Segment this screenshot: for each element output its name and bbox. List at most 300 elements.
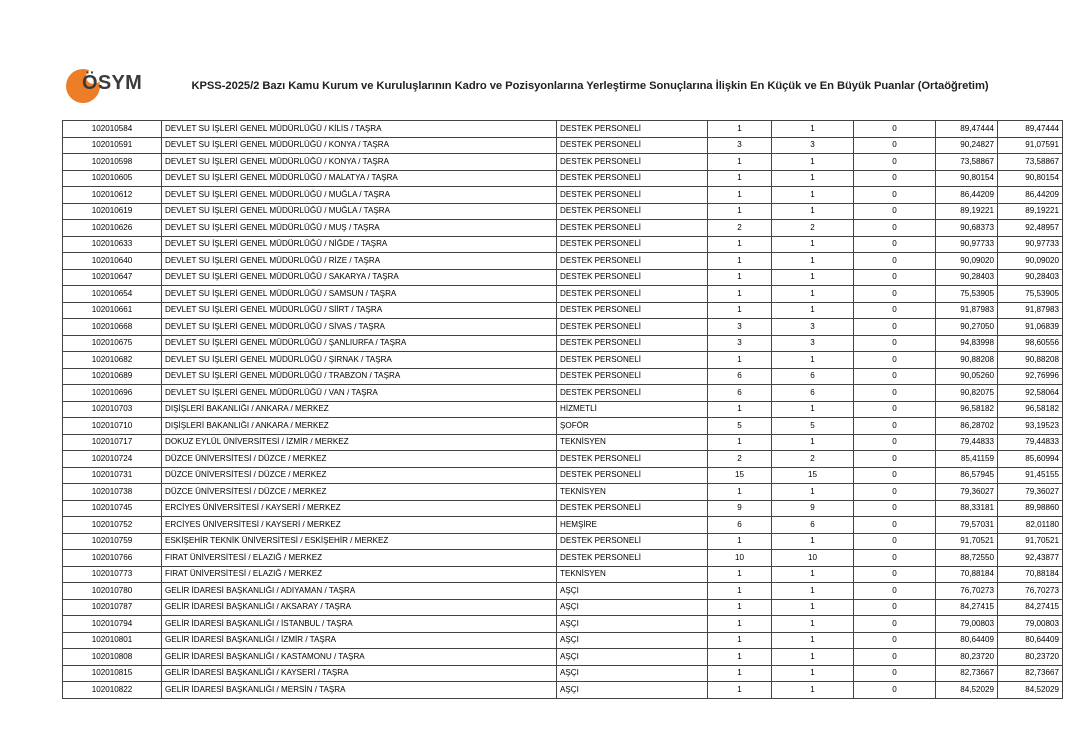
cell-kontenjan: 1: [708, 203, 772, 220]
cell-kontenjan: 6: [708, 385, 772, 402]
cell-kod: 102010682: [63, 352, 162, 369]
cell-kontenjan: 1: [708, 352, 772, 369]
cell-kurum: DEVLET SU İŞLERİ GENEL MÜDÜRLÜĞÜ / MUĞLA / TAŞRA: [162, 203, 557, 220]
cell-yerlesen: 15: [772, 467, 854, 484]
cell-kod: 102010724: [63, 451, 162, 468]
cell-kontenjan: 5: [708, 418, 772, 435]
cell-yerlesen: 1: [772, 484, 854, 501]
cell-kod: 102010668: [63, 319, 162, 336]
cell-bos: 0: [854, 137, 936, 154]
cell-kod: 102010619: [63, 203, 162, 220]
cell-bos: 0: [854, 220, 936, 237]
cell-en-kucuk-puan: 90,27050: [936, 319, 998, 336]
cell-kod: 102010759: [63, 533, 162, 550]
cell-kontenjan: 1: [708, 302, 772, 319]
cell-unvan: AŞÇI: [557, 665, 708, 682]
cell-kod: 102010787: [63, 599, 162, 616]
cell-en-buyuk-puan: 80,23720: [998, 649, 1063, 666]
cell-kontenjan: 1: [708, 434, 772, 451]
cell-en-buyuk-puan: 91,07591: [998, 137, 1063, 154]
cell-unvan: AŞÇI: [557, 682, 708, 699]
cell-en-kucuk-puan: 90,05260: [936, 368, 998, 385]
cell-en-kucuk-puan: 75,53905: [936, 286, 998, 303]
cell-kod: 102010654: [63, 286, 162, 303]
table-row: [63, 352, 1063, 369]
cell-bos: 0: [854, 467, 936, 484]
cell-bos: 0: [854, 253, 936, 270]
cell-kontenjan: 15: [708, 467, 772, 484]
cell-kod: 102010731: [63, 467, 162, 484]
cell-kod: 102010808: [63, 649, 162, 666]
cell-kod: 102010696: [63, 385, 162, 402]
cell-yerlesen: 1: [772, 187, 854, 204]
table-row: [63, 500, 1063, 517]
cell-kurum: ERCİYES ÜNİVERSİTESİ / KAYSERİ / MERKEZ: [162, 500, 557, 517]
cell-kontenjan: 1: [708, 649, 772, 666]
cell-kontenjan: 1: [708, 682, 772, 699]
cell-kontenjan: 1: [708, 616, 772, 633]
cell-bos: 0: [854, 649, 936, 666]
cell-en-buyuk-puan: 86,44209: [998, 187, 1063, 204]
cell-unvan: DESTEK PERSONELİ: [557, 302, 708, 319]
document-header: [0, 58, 1068, 110]
cell-en-kucuk-puan: 84,27415: [936, 599, 998, 616]
cell-yerlesen: 9: [772, 500, 854, 517]
cell-en-buyuk-puan: 89,19221: [998, 203, 1063, 220]
results-table-body: [63, 121, 1063, 699]
cell-kurum: ERCİYES ÜNİVERSİTESİ / KAYSERİ / MERKEZ: [162, 517, 557, 534]
cell-yerlesen: 1: [772, 533, 854, 550]
cell-bos: 0: [854, 286, 936, 303]
table-row: [63, 550, 1063, 567]
cell-bos: 0: [854, 319, 936, 336]
cell-kod: 102010710: [63, 418, 162, 435]
cell-en-kucuk-puan: 76,70273: [936, 583, 998, 600]
table-row: [63, 566, 1063, 583]
cell-kontenjan: 9: [708, 500, 772, 517]
cell-kurum: GELİR İDARESİ BAŞKANLIĞI / KAYSERİ / TAŞRA: [162, 665, 557, 682]
table-row: [63, 368, 1063, 385]
cell-kontenjan: 1: [708, 533, 772, 550]
cell-yerlesen: 1: [772, 154, 854, 171]
cell-kod: 102010689: [63, 368, 162, 385]
cell-unvan: DESTEK PERSONELİ: [557, 451, 708, 468]
cell-kod: 102010591: [63, 137, 162, 154]
cell-en-buyuk-puan: 70,88184: [998, 566, 1063, 583]
cell-bos: 0: [854, 401, 936, 418]
cell-unvan: DESTEK PERSONELİ: [557, 286, 708, 303]
cell-kontenjan: 1: [708, 632, 772, 649]
cell-kontenjan: 1: [708, 599, 772, 616]
cell-yerlesen: 1: [772, 434, 854, 451]
cell-en-kucuk-puan: 79,44833: [936, 434, 998, 451]
cell-yerlesen: 1: [772, 121, 854, 138]
cell-unvan: DESTEK PERSONELİ: [557, 352, 708, 369]
cell-kurum: DOKUZ EYLÜL ÜNİVERSİTESİ / İZMİR / MERKEZ: [162, 434, 557, 451]
cell-bos: 0: [854, 533, 936, 550]
cell-yerlesen: 6: [772, 385, 854, 402]
cell-unvan: TEKNİSYEN: [557, 434, 708, 451]
cell-kontenjan: 1: [708, 583, 772, 600]
cell-yerlesen: 2: [772, 451, 854, 468]
cell-kurum: DEVLET SU İŞLERİ GENEL MÜDÜRLÜĞÜ / TRABZON / TAŞRA: [162, 368, 557, 385]
cell-en-buyuk-puan: 79,44833: [998, 434, 1063, 451]
cell-en-kucuk-puan: 90,68373: [936, 220, 998, 237]
cell-en-buyuk-puan: 90,09020: [998, 253, 1063, 270]
cell-kurum: DIŞİŞLERİ BAKANLIĞI / ANKARA / MERKEZ: [162, 401, 557, 418]
cell-en-kucuk-puan: 86,44209: [936, 187, 998, 204]
cell-kod: 102010738: [63, 484, 162, 501]
cell-yerlesen: 1: [772, 583, 854, 600]
table-row: [63, 269, 1063, 286]
cell-en-buyuk-puan: 84,27415: [998, 599, 1063, 616]
table-row: [63, 335, 1063, 352]
cell-kurum: DEVLET SU İŞLERİ GENEL MÜDÜRLÜĞÜ / ŞIRNAK / TAŞRA: [162, 352, 557, 369]
cell-bos: 0: [854, 632, 936, 649]
cell-bos: 0: [854, 583, 936, 600]
cell-en-kucuk-puan: 86,28702: [936, 418, 998, 435]
cell-en-kucuk-puan: 90,80154: [936, 170, 998, 187]
cell-en-kucuk-puan: 90,24827: [936, 137, 998, 154]
cell-kurum: DEVLET SU İŞLERİ GENEL MÜDÜRLÜĞÜ / VAN / TAŞRA: [162, 385, 557, 402]
cell-bos: 0: [854, 599, 936, 616]
cell-kod: 102010626: [63, 220, 162, 237]
cell-kod: 102010717: [63, 434, 162, 451]
cell-en-kucuk-puan: 88,72550: [936, 550, 998, 567]
cell-kod: 102010647: [63, 269, 162, 286]
table-row: [63, 121, 1063, 138]
cell-en-kucuk-puan: 80,23720: [936, 649, 998, 666]
cell-unvan: DESTEK PERSONELİ: [557, 253, 708, 270]
cell-en-buyuk-puan: 80,64409: [998, 632, 1063, 649]
cell-bos: 0: [854, 566, 936, 583]
osym-logo-text: ÖSYM: [82, 72, 143, 94]
table-row: [63, 187, 1063, 204]
cell-kontenjan: 3: [708, 319, 772, 336]
cell-en-kucuk-puan: 88,33181: [936, 500, 998, 517]
cell-en-kucuk-puan: 89,19221: [936, 203, 998, 220]
cell-unvan: DESTEK PERSONELİ: [557, 187, 708, 204]
cell-yerlesen: 1: [772, 269, 854, 286]
cell-yerlesen: 1: [772, 352, 854, 369]
cell-kurum: DEVLET SU İŞLERİ GENEL MÜDÜRLÜĞÜ / NİĞDE / TAŞRA: [162, 236, 557, 253]
cell-kontenjan: 1: [708, 286, 772, 303]
cell-en-kucuk-puan: 90,82075: [936, 385, 998, 402]
cell-en-buyuk-puan: 79,00803: [998, 616, 1063, 633]
cell-en-buyuk-puan: 92,43877: [998, 550, 1063, 567]
cell-en-buyuk-puan: 93,19523: [998, 418, 1063, 435]
cell-bos: 0: [854, 616, 936, 633]
cell-unvan: DESTEK PERSONELİ: [557, 385, 708, 402]
cell-yerlesen: 10: [772, 550, 854, 567]
table-row: [63, 253, 1063, 270]
cell-en-kucuk-puan: 89,47444: [936, 121, 998, 138]
cell-kontenjan: 1: [708, 401, 772, 418]
table-row: [63, 517, 1063, 534]
cell-kontenjan: 6: [708, 517, 772, 534]
cell-bos: 0: [854, 550, 936, 567]
cell-kurum: ESKİŞEHİR TEKNİK ÜNİVERSİTESİ / ESKİŞEHİR / MERKEZ: [162, 533, 557, 550]
cell-en-buyuk-puan: 79,36027: [998, 484, 1063, 501]
cell-bos: 0: [854, 434, 936, 451]
cell-bos: 0: [854, 187, 936, 204]
table-row: [63, 154, 1063, 171]
cell-en-buyuk-puan: 92,76996: [998, 368, 1063, 385]
cell-bos: 0: [854, 154, 936, 171]
table-row: [63, 649, 1063, 666]
table-row: [63, 682, 1063, 699]
cell-yerlesen: 6: [772, 368, 854, 385]
cell-bos: 0: [854, 665, 936, 682]
results-table-container: [62, 120, 1059, 699]
cell-unvan: DESTEK PERSONELİ: [557, 154, 708, 171]
cell-en-buyuk-puan: 82,73667: [998, 665, 1063, 682]
cell-en-kucuk-puan: 96,58182: [936, 401, 998, 418]
cell-unvan: DESTEK PERSONELİ: [557, 121, 708, 138]
cell-en-kucuk-puan: 82,73667: [936, 665, 998, 682]
cell-en-kucuk-puan: 80,64409: [936, 632, 998, 649]
cell-unvan: DESTEK PERSONELİ: [557, 170, 708, 187]
table-row: [63, 434, 1063, 451]
cell-kurum: DEVLET SU İŞLERİ GENEL MÜDÜRLÜĞÜ / SAMSUN / TAŞRA: [162, 286, 557, 303]
cell-en-buyuk-puan: 84,52029: [998, 682, 1063, 699]
cell-en-buyuk-puan: 90,80154: [998, 170, 1063, 187]
table-row: [63, 220, 1063, 237]
table-row: [63, 665, 1063, 682]
cell-kurum: DEVLET SU İŞLERİ GENEL MÜDÜRLÜĞÜ / KİLİS / TAŞRA: [162, 121, 557, 138]
cell-en-buyuk-puan: 96,58182: [998, 401, 1063, 418]
cell-kod: 102010745: [63, 500, 162, 517]
table-row: [63, 236, 1063, 253]
cell-kod: 102010773: [63, 566, 162, 583]
cell-en-kucuk-puan: 79,57031: [936, 517, 998, 534]
cell-kod: 102010661: [63, 302, 162, 319]
page-title: KPSS-2025/2 Bazı Kamu Kurum ve Kuruluşlarının Kadro ve Pozisyonlarına Yerleştirme Sonuçlarına İlişkin En Küçük ve En Büyük Puanlar (Ortaöğretim): [191, 80, 989, 92]
table-row: [63, 203, 1063, 220]
cell-en-buyuk-puan: 91,87983: [998, 302, 1063, 319]
cell-en-kucuk-puan: 79,36027: [936, 484, 998, 501]
cell-kurum: DEVLET SU İŞLERİ GENEL MÜDÜRLÜĞÜ / SAKARYA / TAŞRA: [162, 269, 557, 286]
cell-kurum: DEVLET SU İŞLERİ GENEL MÜDÜRLÜĞÜ / SİİRT / TAŞRA: [162, 302, 557, 319]
cell-unvan: AŞÇI: [557, 649, 708, 666]
cell-kontenjan: 2: [708, 451, 772, 468]
cell-kontenjan: 2: [708, 220, 772, 237]
cell-en-kucuk-puan: 85,41159: [936, 451, 998, 468]
cell-kod: 102010801: [63, 632, 162, 649]
cell-bos: 0: [854, 385, 936, 402]
cell-kontenjan: 1: [708, 170, 772, 187]
cell-en-kucuk-puan: 94,83998: [936, 335, 998, 352]
cell-en-kucuk-puan: 90,09020: [936, 253, 998, 270]
cell-unvan: DESTEK PERSONELİ: [557, 500, 708, 517]
cell-kod: 102010675: [63, 335, 162, 352]
cell-kurum: DEVLET SU İŞLERİ GENEL MÜDÜRLÜĞÜ / KONYA / TAŞRA: [162, 154, 557, 171]
cell-en-buyuk-puan: 85,60994: [998, 451, 1063, 468]
cell-en-kucuk-puan: 73,58867: [936, 154, 998, 171]
table-row: [63, 319, 1063, 336]
cell-bos: 0: [854, 302, 936, 319]
cell-kurum: FIRAT ÜNİVERSİTESİ / ELAZIĞ / MERKEZ: [162, 550, 557, 567]
cell-kurum: DEVLET SU İŞLERİ GENEL MÜDÜRLÜĞÜ / MALATYA / TAŞRA: [162, 170, 557, 187]
cell-unvan: DESTEK PERSONELİ: [557, 319, 708, 336]
cell-unvan: DESTEK PERSONELİ: [557, 137, 708, 154]
cell-unvan: TEKNİSYEN: [557, 484, 708, 501]
cell-kod: 102010640: [63, 253, 162, 270]
cell-unvan: AŞÇI: [557, 599, 708, 616]
cell-yerlesen: 1: [772, 203, 854, 220]
cell-kontenjan: 1: [708, 187, 772, 204]
cell-unvan: HİZMETLİ: [557, 401, 708, 418]
cell-unvan: DESTEK PERSONELİ: [557, 368, 708, 385]
cell-en-kucuk-puan: 91,70521: [936, 533, 998, 550]
cell-bos: 0: [854, 418, 936, 435]
cell-en-kucuk-puan: 84,52029: [936, 682, 998, 699]
cell-yerlesen: 3: [772, 319, 854, 336]
cell-en-buyuk-puan: 75,53905: [998, 286, 1063, 303]
cell-yerlesen: 1: [772, 401, 854, 418]
cell-yerlesen: 1: [772, 253, 854, 270]
cell-kurum: DEVLET SU İŞLERİ GENEL MÜDÜRLÜĞÜ / SİVAS / TAŞRA: [162, 319, 557, 336]
cell-kod: 102010766: [63, 550, 162, 567]
cell-kurum: GELİR İDARESİ BAŞKANLIĞI / ADIYAMAN / TAŞRA: [162, 583, 557, 600]
cell-kod: 102010633: [63, 236, 162, 253]
cell-unvan: AŞÇI: [557, 632, 708, 649]
cell-kontenjan: 1: [708, 253, 772, 270]
cell-en-kucuk-puan: 91,87983: [936, 302, 998, 319]
cell-kurum: DEVLET SU İŞLERİ GENEL MÜDÜRLÜĞÜ / MUĞLA / TAŞRA: [162, 187, 557, 204]
cell-kurum: DEVLET SU İŞLERİ GENEL MÜDÜRLÜĞÜ / RİZE / TAŞRA: [162, 253, 557, 270]
cell-unvan: DESTEK PERSONELİ: [557, 203, 708, 220]
cell-kurum: DEVLET SU İŞLERİ GENEL MÜDÜRLÜĞÜ / KONYA / TAŞRA: [162, 137, 557, 154]
cell-unvan: TEKNİSYEN: [557, 566, 708, 583]
cell-kod: 102010752: [63, 517, 162, 534]
cell-unvan: ŞOFÖR: [557, 418, 708, 435]
cell-kod: 102010703: [63, 401, 162, 418]
cell-en-buyuk-puan: 90,97733: [998, 236, 1063, 253]
cell-kurum: DÜZCE ÜNİVERSİTESİ / DÜZCE / MERKEZ: [162, 484, 557, 501]
cell-unvan: AŞÇI: [557, 616, 708, 633]
cell-kurum: DEVLET SU İŞLERİ GENEL MÜDÜRLÜĞÜ / MUŞ / TAŞRA: [162, 220, 557, 237]
table-row: [63, 302, 1063, 319]
cell-en-buyuk-puan: 90,88208: [998, 352, 1063, 369]
cell-bos: 0: [854, 500, 936, 517]
cell-yerlesen: 1: [772, 632, 854, 649]
cell-kontenjan: 1: [708, 566, 772, 583]
cell-bos: 0: [854, 236, 936, 253]
cell-kontenjan: 6: [708, 368, 772, 385]
cell-kod: 102010794: [63, 616, 162, 633]
cell-yerlesen: 3: [772, 335, 854, 352]
cell-unvan: DESTEK PERSONELİ: [557, 236, 708, 253]
cell-kontenjan: 1: [708, 236, 772, 253]
cell-en-buyuk-puan: 76,70273: [998, 583, 1063, 600]
table-row: [63, 599, 1063, 616]
cell-kontenjan: 1: [708, 269, 772, 286]
table-row: [63, 484, 1063, 501]
cell-yerlesen: 1: [772, 649, 854, 666]
cell-unvan: AŞÇI: [557, 583, 708, 600]
cell-kontenjan: 3: [708, 335, 772, 352]
cell-kurum: DEVLET SU İŞLERİ GENEL MÜDÜRLÜĞÜ / ŞANLIURFA / TAŞRA: [162, 335, 557, 352]
cell-en-kucuk-puan: 90,28403: [936, 269, 998, 286]
cell-kod: 102010780: [63, 583, 162, 600]
cell-bos: 0: [854, 203, 936, 220]
cell-kurum: DIŞİŞLERİ BAKANLIĞI / ANKARA / MERKEZ: [162, 418, 557, 435]
cell-bos: 0: [854, 170, 936, 187]
table-row: [63, 616, 1063, 633]
cell-kurum: GELİR İDARESİ BAŞKANLIĞI / İZMİR / TAŞRA: [162, 632, 557, 649]
cell-en-kucuk-puan: 86,57945: [936, 467, 998, 484]
cell-kod: 102010822: [63, 682, 162, 699]
cell-yerlesen: 1: [772, 170, 854, 187]
table-row: [63, 418, 1063, 435]
cell-kod: 102010584: [63, 121, 162, 138]
cell-en-buyuk-puan: 92,58064: [998, 385, 1063, 402]
cell-en-buyuk-puan: 89,47444: [998, 121, 1063, 138]
cell-unvan: DESTEK PERSONELİ: [557, 533, 708, 550]
cell-kurum: DÜZCE ÜNİVERSİTESİ / DÜZCE / MERKEZ: [162, 451, 557, 468]
cell-unvan: DESTEK PERSONELİ: [557, 335, 708, 352]
cell-bos: 0: [854, 352, 936, 369]
cell-yerlesen: 3: [772, 137, 854, 154]
cell-unvan: DESTEK PERSONELİ: [557, 550, 708, 567]
cell-yerlesen: 6: [772, 517, 854, 534]
cell-kurum: FIRAT ÜNİVERSİTESİ / ELAZIĞ / MERKEZ: [162, 566, 557, 583]
cell-en-buyuk-puan: 98,60556: [998, 335, 1063, 352]
cell-en-buyuk-puan: 82,01180: [998, 517, 1063, 534]
cell-unvan: HEMŞİRE: [557, 517, 708, 534]
osym-logo: [64, 62, 150, 106]
table-row: [63, 583, 1063, 600]
cell-yerlesen: 1: [772, 236, 854, 253]
table-row: [63, 385, 1063, 402]
cell-yerlesen: 1: [772, 665, 854, 682]
cell-en-buyuk-puan: 91,45155: [998, 467, 1063, 484]
table-row: [63, 451, 1063, 468]
cell-kontenjan: 1: [708, 665, 772, 682]
cell-bos: 0: [854, 682, 936, 699]
cell-unvan: DESTEK PERSONELİ: [557, 269, 708, 286]
cell-kod: 102010612: [63, 187, 162, 204]
table-row: [63, 170, 1063, 187]
results-table: [62, 120, 1063, 699]
cell-kontenjan: 3: [708, 137, 772, 154]
cell-yerlesen: 1: [772, 599, 854, 616]
cell-yerlesen: 1: [772, 566, 854, 583]
cell-yerlesen: 5: [772, 418, 854, 435]
cell-kontenjan: 1: [708, 484, 772, 501]
cell-kod: 102010605: [63, 170, 162, 187]
table-row: [63, 533, 1063, 550]
cell-bos: 0: [854, 269, 936, 286]
cell-en-buyuk-puan: 91,06839: [998, 319, 1063, 336]
cell-en-buyuk-puan: 92,48957: [998, 220, 1063, 237]
cell-en-kucuk-puan: 70,88184: [936, 566, 998, 583]
cell-kontenjan: 1: [708, 154, 772, 171]
cell-kurum: GELİR İDARESİ BAŞKANLIĞI / İSTANBUL / TAŞRA: [162, 616, 557, 633]
cell-kod: 102010815: [63, 665, 162, 682]
cell-kurum: GELİR İDARESİ BAŞKANLIĞI / AKSARAY / TAŞRA: [162, 599, 557, 616]
cell-unvan: DESTEK PERSONELİ: [557, 220, 708, 237]
table-row: [63, 467, 1063, 484]
table-row: [63, 137, 1063, 154]
cell-kontenjan: 10: [708, 550, 772, 567]
table-row: [63, 286, 1063, 303]
cell-en-buyuk-puan: 90,28403: [998, 269, 1063, 286]
cell-kurum: DÜZCE ÜNİVERSİTESİ / DÜZCE / MERKEZ: [162, 467, 557, 484]
cell-kurum: GELİR İDARESİ BAŞKANLIĞI / KASTAMONU / TAŞRA: [162, 649, 557, 666]
cell-en-kucuk-puan: 79,00803: [936, 616, 998, 633]
